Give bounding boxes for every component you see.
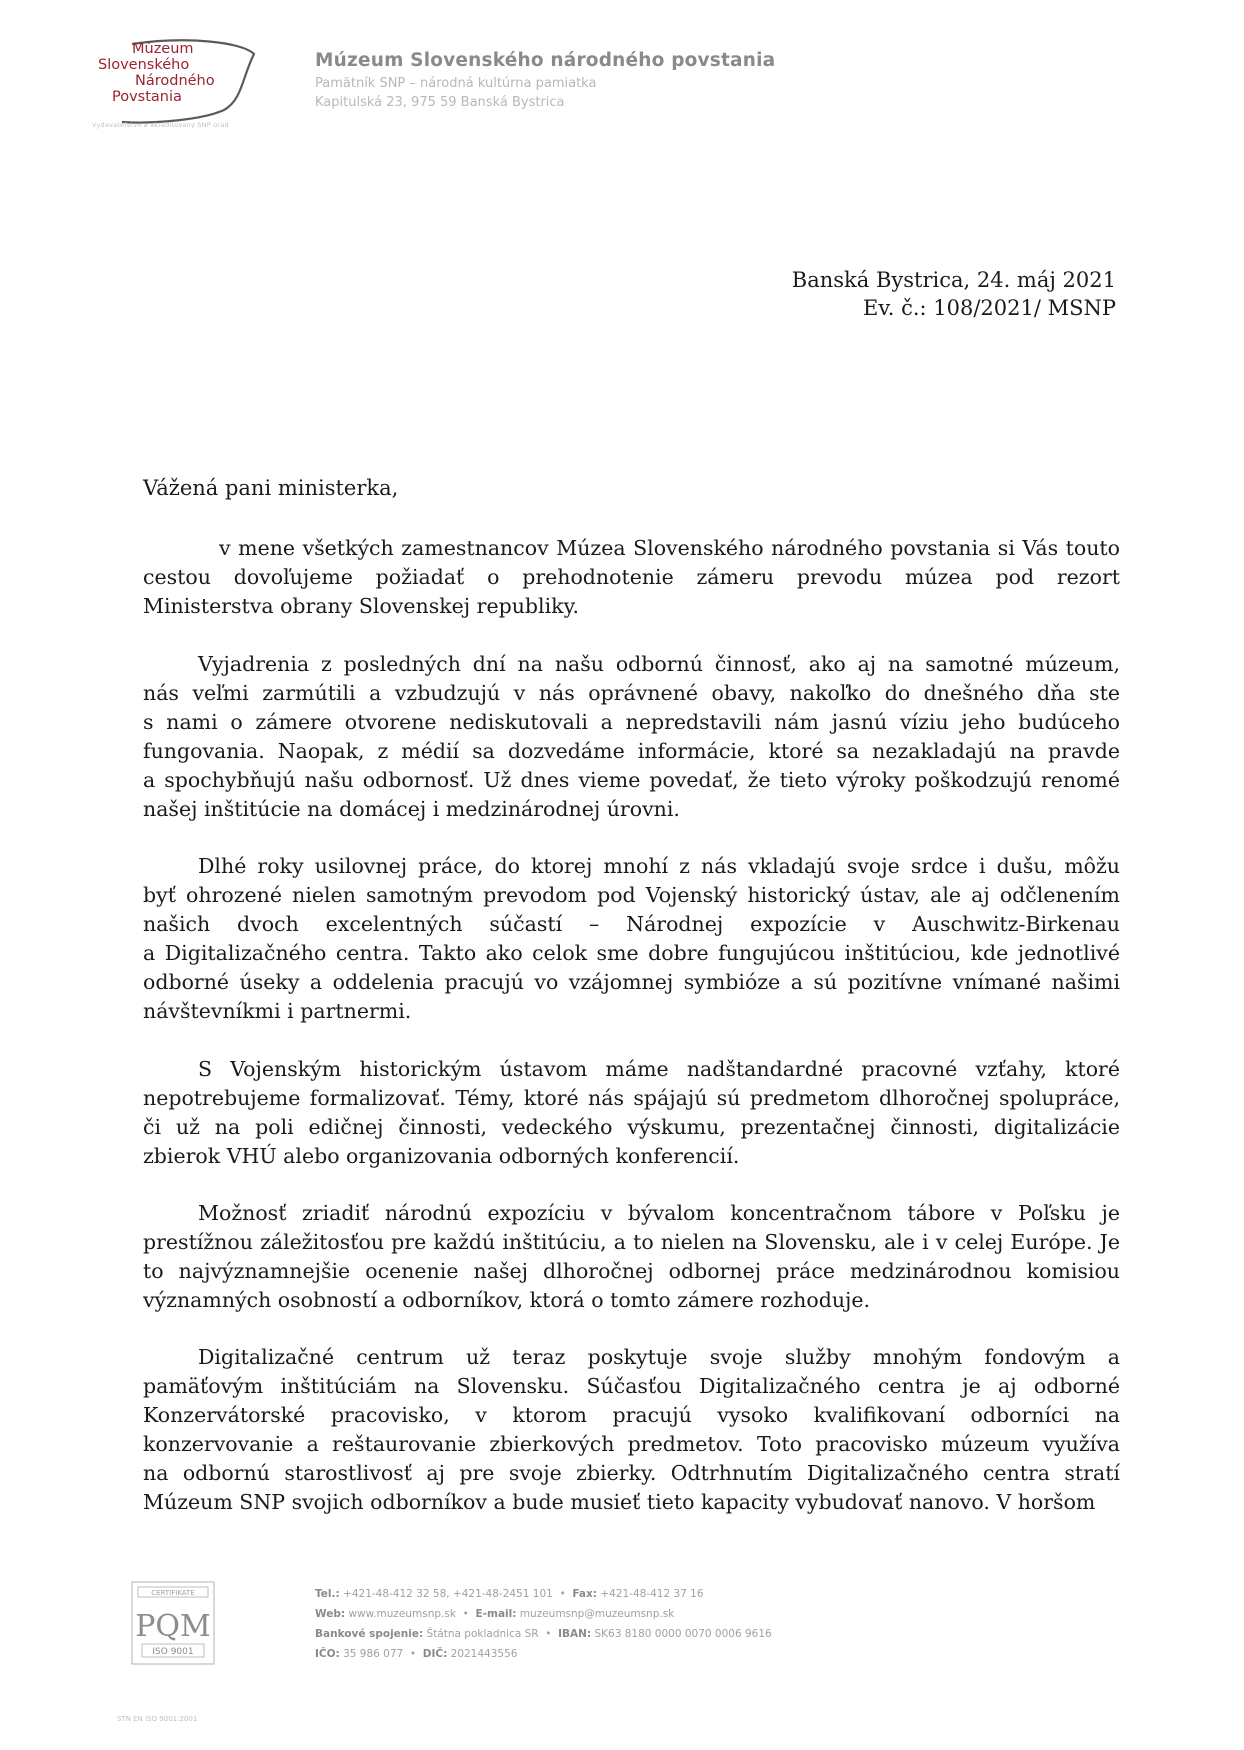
paragraph-line: zbierok VHÚ alebo organizovania odborných konferencií. — [143, 1144, 740, 1168]
ico-label: IČO: — [315, 1648, 340, 1660]
logo-tagline: Vydavateľstvo a akreditovaný SNP úrad — [92, 121, 229, 129]
pqm-certificate-logo — [128, 1580, 218, 1672]
web-value: www.muzeumsnp.sk — [348, 1608, 456, 1620]
paragraph-line: s nami o zámere otvorene nediskutovali a nepredstavili nám jasnú víziu jeho budúceho — [143, 710, 1120, 734]
logo-text-line-3: Národného — [135, 73, 215, 89]
footer-web-line: Web: www.muzeumsnp.sk • E-mail: muzeumsnp@muzeumsnp.sk — [315, 1608, 675, 1620]
paragraph-4 — [143, 1055, 1120, 1171]
paragraph-6 — [143, 1343, 1120, 1517]
cert-iso: ISO 9001 — [152, 1647, 194, 1657]
paragraph-line: v mene všetkých zamestnancov Múzea Slovenského národného povstania si Vás touto — [219, 536, 1120, 560]
reference-number: Ev. č.: 108/2021/ MSNP — [863, 296, 1116, 320]
paragraph-3 — [143, 852, 1120, 1026]
paragraph-line: Konzervátorské pracovisko, v ktorom pracujú vysoko kvalifikovaní odborníci na — [143, 1403, 1120, 1427]
paragraph-line: Ministerstva obrany Slovenskej republiky. — [143, 594, 579, 618]
paragraph-line: Dlhé roky usilovnej práce, do ktorej mnohí z nás vkladajú svoje srdce i dušu, môžu — [198, 854, 1120, 878]
paragraph-line: S Vojenským historickým ústavom máme nadštandardné pracovné vzťahy, ktoré — [198, 1057, 1120, 1081]
paragraph-line: nepotrebujeme formalizovať. Témy, ktoré nás spájajú sú predmetom dlhoročnej spolupráce, — [143, 1086, 1120, 1110]
institution-address: Kapitulská 23, 975 59 Banská Bystrica — [315, 95, 565, 110]
email-value: muzeumsnp@muzeumsnp.sk — [519, 1608, 675, 1620]
institution-subtitle: Pamätník SNP – národná kultúrna pamiatka — [315, 76, 597, 91]
paragraph-line: nás veľmi zarmútili a vzbudzujú v nás oprávnené obavy, nakoľko do dnešného dňa ste — [143, 681, 1120, 705]
salutation: Vážená pani ministerka, — [143, 476, 399, 500]
iban-label: IBAN: — [558, 1628, 592, 1640]
paragraph-line: to najvýznamnejšie ocenenie našej dlhoročnej odbornej práce medzinárodnou komisiou — [143, 1259, 1120, 1283]
paragraph-line: na odbornú starostlivosť aj pre svoje zbierky. Odtrhnutím Digitalizačného centra stratí — [143, 1461, 1120, 1485]
paragraph-line: cestou dovoľujeme požiadať o prehodnotenie zámeru prevodu múzea pod rezort — [143, 565, 1120, 589]
tel-value: +421-48-412 32 58, +421-48-2451 101 — [343, 1588, 553, 1600]
logo-text-line-1: Múzeum — [132, 41, 194, 57]
tel-label: Tel.: — [315, 1588, 340, 1600]
paragraph-line: pamäťovým inštitúciám na Slovensku. Súčasťou Digitalizačného centra je aj odborné — [143, 1374, 1120, 1398]
paragraph-line: návštevníkmi i partnermi. — [143, 999, 412, 1023]
footer-contact-line: Tel.: +421-48-412 32 58, +421-48-2451 101 • Fax: +421-48-412 37 16 — [315, 1588, 704, 1600]
paragraph-line: či už na poli edičnej činnosti, vedeckého výskumu, prezentačnej činnosti, digitalizácie — [143, 1115, 1120, 1139]
paragraph-5 — [143, 1199, 1120, 1315]
paragraph-2 — [143, 650, 1120, 824]
cert-standard: STN EN ISO 9001:2001 — [117, 1715, 198, 1723]
cert-label: CERTIFIKATE — [151, 1589, 195, 1597]
footer-bank-line: Bankové spojenie: Štátna pokladnica SR • IBAN: SK63 8180 0000 0070 0006 9616 — [315, 1628, 772, 1640]
paragraph-line: odborné úseky a oddelenia pracujú vo vzájomnej symbióze a sú pozitívne vnímané našimi — [143, 970, 1120, 994]
paragraph-line: Múzeum SNP svojich odborníkov a bude musieť tieto kapacity vybudovať nanovo. V horšom — [143, 1490, 1096, 1514]
place-date: Banská Bystrica, 24. máj 2021 — [791, 268, 1116, 292]
paragraph-line: a Digitalizačného centra. Takto ako celok sme dobre fungujúcou inštitúciou, kde jednotlivé — [143, 941, 1120, 965]
paragraph-line: našej inštitúcie na domácej i medzinárodnej úrovni. — [143, 797, 680, 821]
paragraph-line: fungovania. Naopak, z médií sa dozvedáme informácie, ktoré sa nezakladajú na pravde — [143, 739, 1120, 763]
paragraph-line: byť ohrozené nielen samotným prevodom pod Vojenský historický ústav, ale aj odčlenením — [143, 883, 1120, 907]
paragraph-line: Digitalizačné centrum už teraz poskytuje svoje služby mnohým fondovým a — [198, 1345, 1120, 1369]
logo-text-line-2: Slovenského — [98, 57, 190, 73]
paragraph-line: Možnosť zriadiť národnú expozíciu v bývalom koncentračnom tábore v Poľsku je — [198, 1201, 1120, 1225]
paragraph-line: a spochybňujú našu odbornosť. Už dnes vieme povedať, že tieto výroky poškodzujú renomé — [143, 768, 1120, 792]
cert-mark: PQM — [135, 1609, 211, 1644]
paragraph-1 — [143, 534, 1120, 621]
bank-value: Štátna pokladnica SR — [426, 1628, 539, 1640]
iban-value: SK63 8180 0000 0070 0006 9616 — [594, 1628, 772, 1640]
paragraph-line: Vyjadrenia z posledných dní na našu odbornú činnosť, ako aj na samotné múzeum, — [198, 652, 1120, 676]
paragraph-line: konzervovanie a reštaurovanie zbierkových predmetov. Toto pracovisko múzeum využíva — [143, 1432, 1120, 1456]
bank-label: Bankové spojenie: — [315, 1628, 424, 1640]
ico-value: 35 986 077 — [343, 1648, 404, 1660]
dic-label: DIČ: — [422, 1648, 448, 1660]
paragraph-line: našich dvoch excelentných súčastí – Národnej expozície v Auschwitz-Birkenau — [143, 912, 1120, 936]
logo-text-line-4: Povstania — [112, 89, 182, 105]
fax-value: +421-48-412 37 16 — [600, 1588, 704, 1600]
web-label: Web: — [315, 1608, 346, 1620]
dic-value: 2021443556 — [450, 1648, 518, 1660]
email-label: E-mail: — [475, 1608, 517, 1620]
museum-logo — [92, 38, 262, 128]
paragraph-line: významných osobností a odborníkov, ktorá o tomto zámere rozhoduje. — [143, 1288, 871, 1312]
paragraph-line: prestížnou záležitosťou pre každú inštitúciu, a to nielen na Slovensku, ale i v celej Európe. Je — [143, 1230, 1120, 1254]
fax-label: Fax: — [572, 1588, 597, 1600]
certificate-badge-icon — [128, 1580, 218, 1672]
institution-name: Múzeum Slovenského národného povstania — [315, 50, 776, 71]
footer-id-line: IČO: 35 986 077 • DIČ: 2021443556 — [315, 1648, 518, 1660]
